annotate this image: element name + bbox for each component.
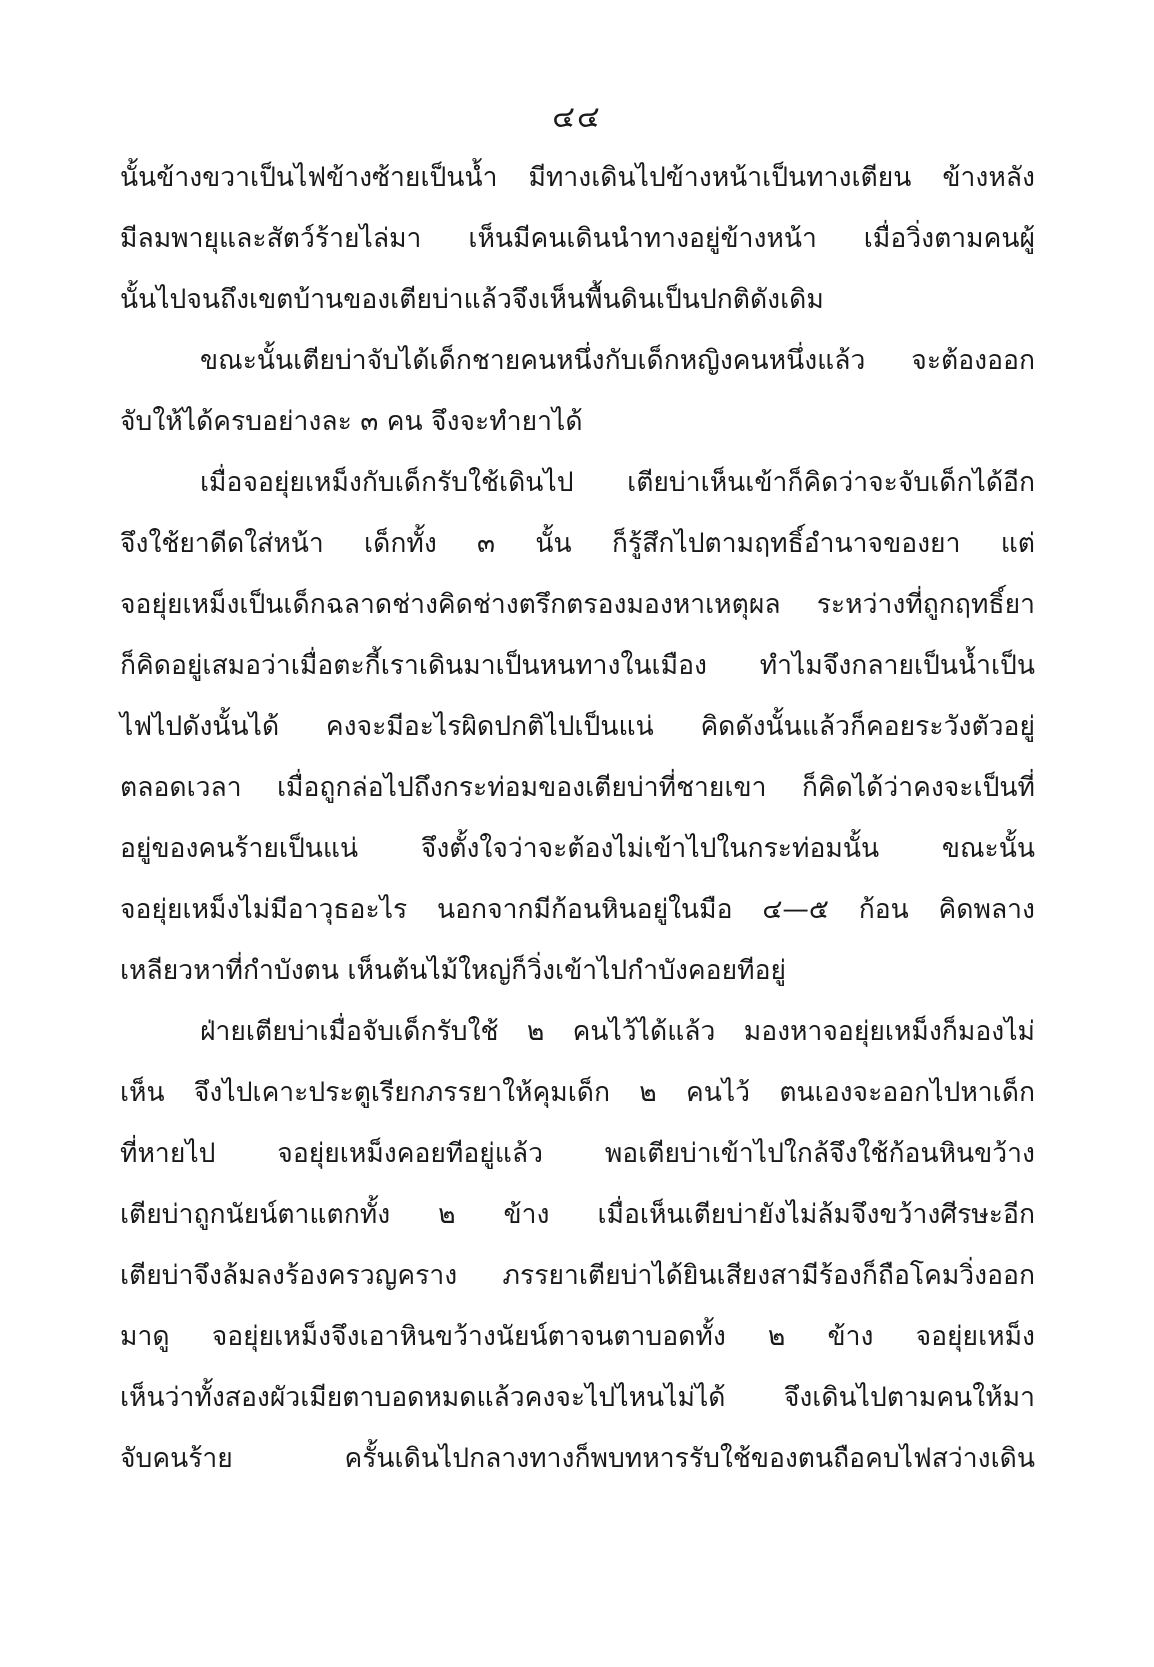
- paragraph-first-line: ฝ่ายเตียบ่าเมื่อจับเด็กรับใช้ ๒ คนไว้ได้แล้ว มองหาจอยุ่ยเหม็งก็มองไม่: [200, 1016, 1035, 1047]
- text-line: ไฟไปดังนั้นได้ คงจะมีอะไรผิดปกติไปเป็นแน่ คิดดังนั้นแล้วก็คอยระวังตัวอยู่: [120, 711, 1035, 742]
- paragraph-first-line: ขณะนั้นเตียบ่าจับได้เด็กชายคนหนึ่งกับเด็กหญิงคนหนึ่งแล้ว จะต้องออก: [200, 345, 1035, 376]
- text-line: มีลมพายุและสัตว์ร้ายไล่มา เห็นมีคนเดินนำทางอยู่ข้างหน้า เมื่อวิ่งตามคนผู้: [120, 223, 1035, 254]
- body-text: [120, 160, 1035, 1502]
- page-number: ๔๔: [552, 100, 602, 135]
- text-line: จอยุ่ยเหม็งเป็นเด็กฉลาดช่างคิดช่างตรึกตรองมองหาเหตุผล ระหว่างที่ถูกฤทธิ์ยา: [120, 589, 1035, 620]
- text-line: อยู่ของคนร้ายเป็นแน่ จึงตั้งใจว่าจะต้องไม่เข้าไปในกระท่อมนั้น ขณะนั้น: [120, 833, 1035, 864]
- text-line: ที่หายไป จอยุ่ยเหม็งคอยทีอยู่แล้ว พอเตียบ่าเข้าไปใกล้จึงใช้ก้อนหินขว้าง: [120, 1138, 1035, 1169]
- text-line: เตียบ่าจึงล้มลงร้องครวญคราง ภรรยาเตียบ่าได้ยินเสียงสามีร้องก็ถือโคมวิ่งออก: [120, 1260, 1035, 1291]
- text-line: นั้นข้างขวาเป็นไฟข้างซ้ายเป็นน้ำ มีทางเดินไปข้างหน้าเป็นทางเตียน ข้างหลัง: [120, 162, 1035, 193]
- text-line: เห็น จึงไปเคาะประตูเรียกภรรยาให้คุมเด็ก ๒ คนไว้ ตนเองจะออกไปหาเด็ก: [120, 1077, 1035, 1108]
- text-line: จอยุ่ยเหม็งไม่มีอาวุธอะไร นอกจากมีก้อนหินอยู่ในมือ ๔—๕ ก้อน คิดพลาง: [120, 894, 1035, 925]
- text-line: จึงใช้ยาดีดใส่หน้า เด็กทั้ง ๓ นั้น ก็รู้สึกไปตามฤทธิ์อำนาจของยา แต่: [120, 528, 1035, 559]
- text-line: เห็นว่าทั้งสองผัวเมียตาบอดหมดแล้วคงจะไปไหนไม่ได้ จึงเดินไปตามคนให้มา: [120, 1382, 1035, 1413]
- text-line: จับคนร้าย ครั้นเดินไปกลางทางก็พบทหารรับใช้ของตนถือคบไฟสว่างเดิน: [120, 1443, 1035, 1474]
- text-line: มาดู จอยุ่ยเหม็งจึงเอาหินขว้างนัยน์ตาจนตาบอดทั้ง ๒ ข้าง จอยุ่ยเหม็ง: [120, 1321, 1035, 1352]
- text-line: เหลียวหาที่กำบังตน เห็นต้นไม้ใหญ่ก็วิ่งเข้าไปกำบังคอยทีอยู่: [120, 955, 787, 986]
- text-line: ก็คิดอยู่เสมอว่าเมื่อตะกี้เราเดินมาเป็นหนทางในเมือง ทำไมจึงกลายเป็นน้ำเป็น: [120, 650, 1035, 681]
- text-line: ตลอดเวลา เมื่อถูกล่อไปถึงกระท่อมของเตียบ่าที่ชายเขา ก็คิดได้ว่าคงจะเป็นที่: [120, 772, 1035, 803]
- paragraph-first-line: เมื่อจอยุ่ยเหม็งกับเด็กรับใช้เดินไป เตียบ่าเห็นเข้าก็คิดว่าจะจับเด็กได้อีก: [200, 467, 1035, 498]
- text-line: นั้นไปจนถึงเขตบ้านของเตียบ่าแล้วจึงเห็นพื้นดินเป็นปกติดังเดิม: [120, 284, 824, 315]
- text-line: จับให้ได้ครบอย่างละ ๓ คน จึงจะทำยาได้: [120, 406, 583, 437]
- text-line: เตียบ่าถูกนัยน์ตาแตกทั้ง ๒ ข้าง เมื่อเห็นเตียบ่ายังไม่ล้มจึงขว้างศีรษะอีก: [120, 1199, 1035, 1230]
